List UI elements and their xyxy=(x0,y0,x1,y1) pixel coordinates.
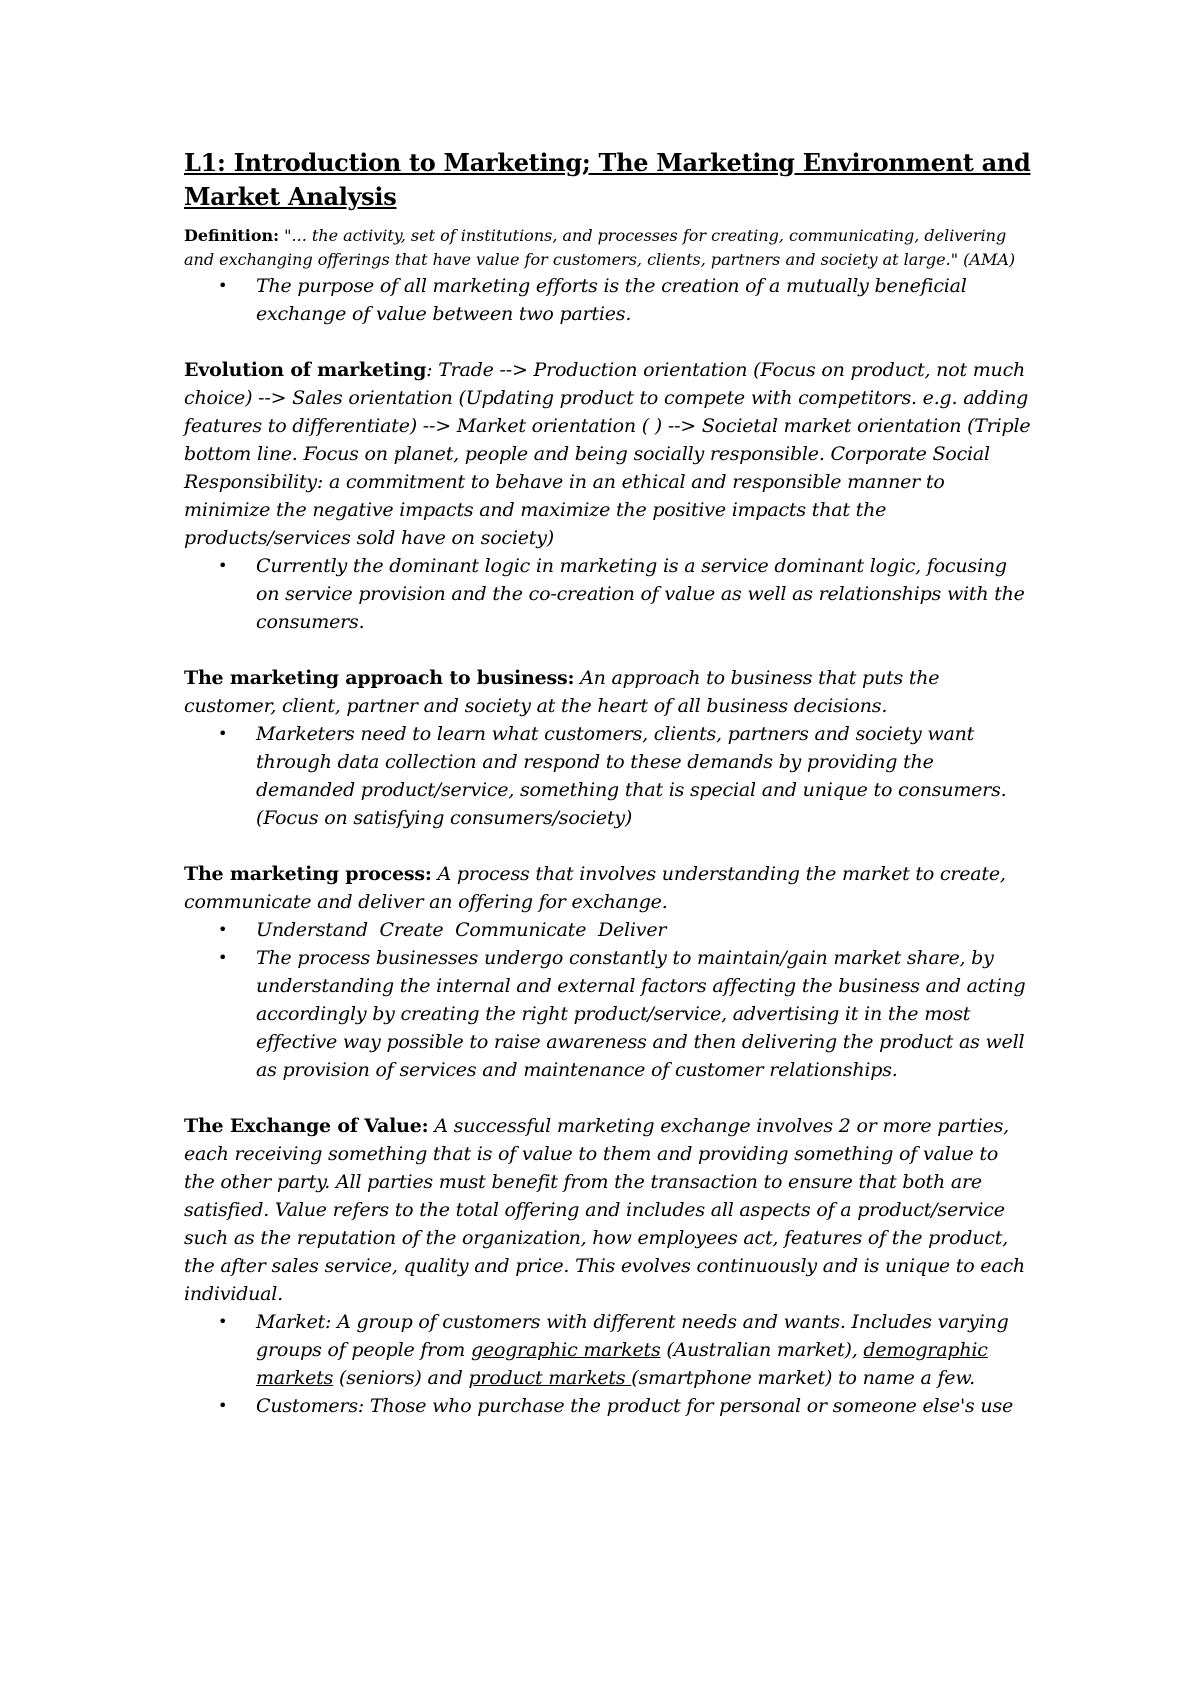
document-title: L1: Introduction to Marketing; The Marketing Environment and Market Analysis xyxy=(184,148,1031,211)
list-item: • Currently the dominant logic in marketing is a service dominant logic, focusing on service provision and the co-creation of value as well as relationships with the consumers. xyxy=(184,552,1034,636)
exchange-text: A successful marketing exchange involves 2 or more parties, each receiving something that is of value to them and providing something of value to the other party. All parties must benefit from the transaction to ensure that both are satisfied. Value refers to the total offering and includes all aspects of a product/service such as the reputation of the organization, how employees act, features of the product, the after sales service, quality and price. This evolves continuously and is unique to each individual. xyxy=(184,1115,1025,1305)
bullet-icon: • xyxy=(218,556,228,575)
list-item: • The purpose of all marketing efforts is the creation of a mutually beneficial exchange of value between two parties. xyxy=(184,272,1034,328)
list-item: • The process businesses undergo constantly to maintain/gain market share, by understanding the internal and external factors affecting the business and acting accordingly by creating the right product/service, advertising it in the most effective way possible to raise awareness and then delivering the product as well as provision of services and maintenance of customer relationships. xyxy=(184,944,1034,1084)
definition-bullets xyxy=(184,272,1034,328)
definition-text: "... the activity, set of institutions, and processes for creating, communicating, delivering and exchanging offerings that have value for customers, clients, partners and society at large." (AMA) xyxy=(184,226,1016,269)
definition-label: Definition: xyxy=(184,226,280,245)
list-item: • Customers: Those who purchase the product for personal or someone else's use xyxy=(184,1392,1034,1420)
process-text: A process that involves understanding the market to create, communicate and deliver an offering for exchange. xyxy=(184,863,1006,913)
exchange-bullets xyxy=(184,1308,1034,1420)
evolution-text: : Trade --> Production orientation (Focus on product, not much choice) --> Sales orientation (Updating product to compete with competitors. e.g. adding features to differentiate) --> Market orientation ( ) --> Societal market orientation (Triple bottom line. Focus on planet, people and being socially responsible. Corporate Social Responsibility: a commitment to behave in an ethical and responsible manner to minimize the negative impacts and maximize the positive impacts that the products/services sold have on society) xyxy=(184,359,1031,549)
list-item: • Market: A group of customers with different needs and wants. Includes varying groups of people from geographic markets (Australian market), demographic markets (seniors) and product markets (smartphone market) to name a few. xyxy=(184,1308,1034,1392)
list-item: • Understand Create Communicate Deliver xyxy=(184,916,1034,944)
bullet-icon: • xyxy=(218,1312,228,1331)
approach-bullets xyxy=(184,720,1034,832)
evolution-paragraph xyxy=(184,356,1034,552)
bullet-icon: • xyxy=(218,920,228,939)
product-markets-term: product markets xyxy=(468,1367,632,1389)
evolution-label: Evolution of marketing xyxy=(184,359,427,381)
document-page xyxy=(184,146,1034,1420)
bullet-icon: • xyxy=(218,724,228,743)
list-item: • Marketers need to learn what customers, clients, partners and society want through data collection and respond to these demands by providing the demanded product/service, something that is special and unique to consumers. (Focus on satisfying consumers/society) xyxy=(184,720,1034,832)
geographic-markets-term: geographic markets xyxy=(470,1339,661,1361)
exchange-paragraph xyxy=(184,1112,1034,1308)
approach-label: The marketing approach to business: xyxy=(184,667,575,689)
approach-text: An approach to business that puts the customer, client, partner and society at the heart of all business decisions. xyxy=(184,667,940,717)
approach-paragraph xyxy=(184,664,1034,720)
process-paragraph xyxy=(184,860,1034,916)
bullet-icon: • xyxy=(218,1396,228,1415)
bullet-icon: • xyxy=(218,276,228,295)
process-bullets xyxy=(184,916,1034,1084)
demographic-markets-term: demographic markets xyxy=(256,1339,988,1389)
definition-paragraph xyxy=(184,224,1034,272)
bullet-icon: • xyxy=(218,948,228,967)
process-label: The marketing process: xyxy=(184,863,432,885)
evolution-bullets xyxy=(184,552,1034,636)
exchange-label: The Exchange of Value: xyxy=(184,1115,429,1137)
